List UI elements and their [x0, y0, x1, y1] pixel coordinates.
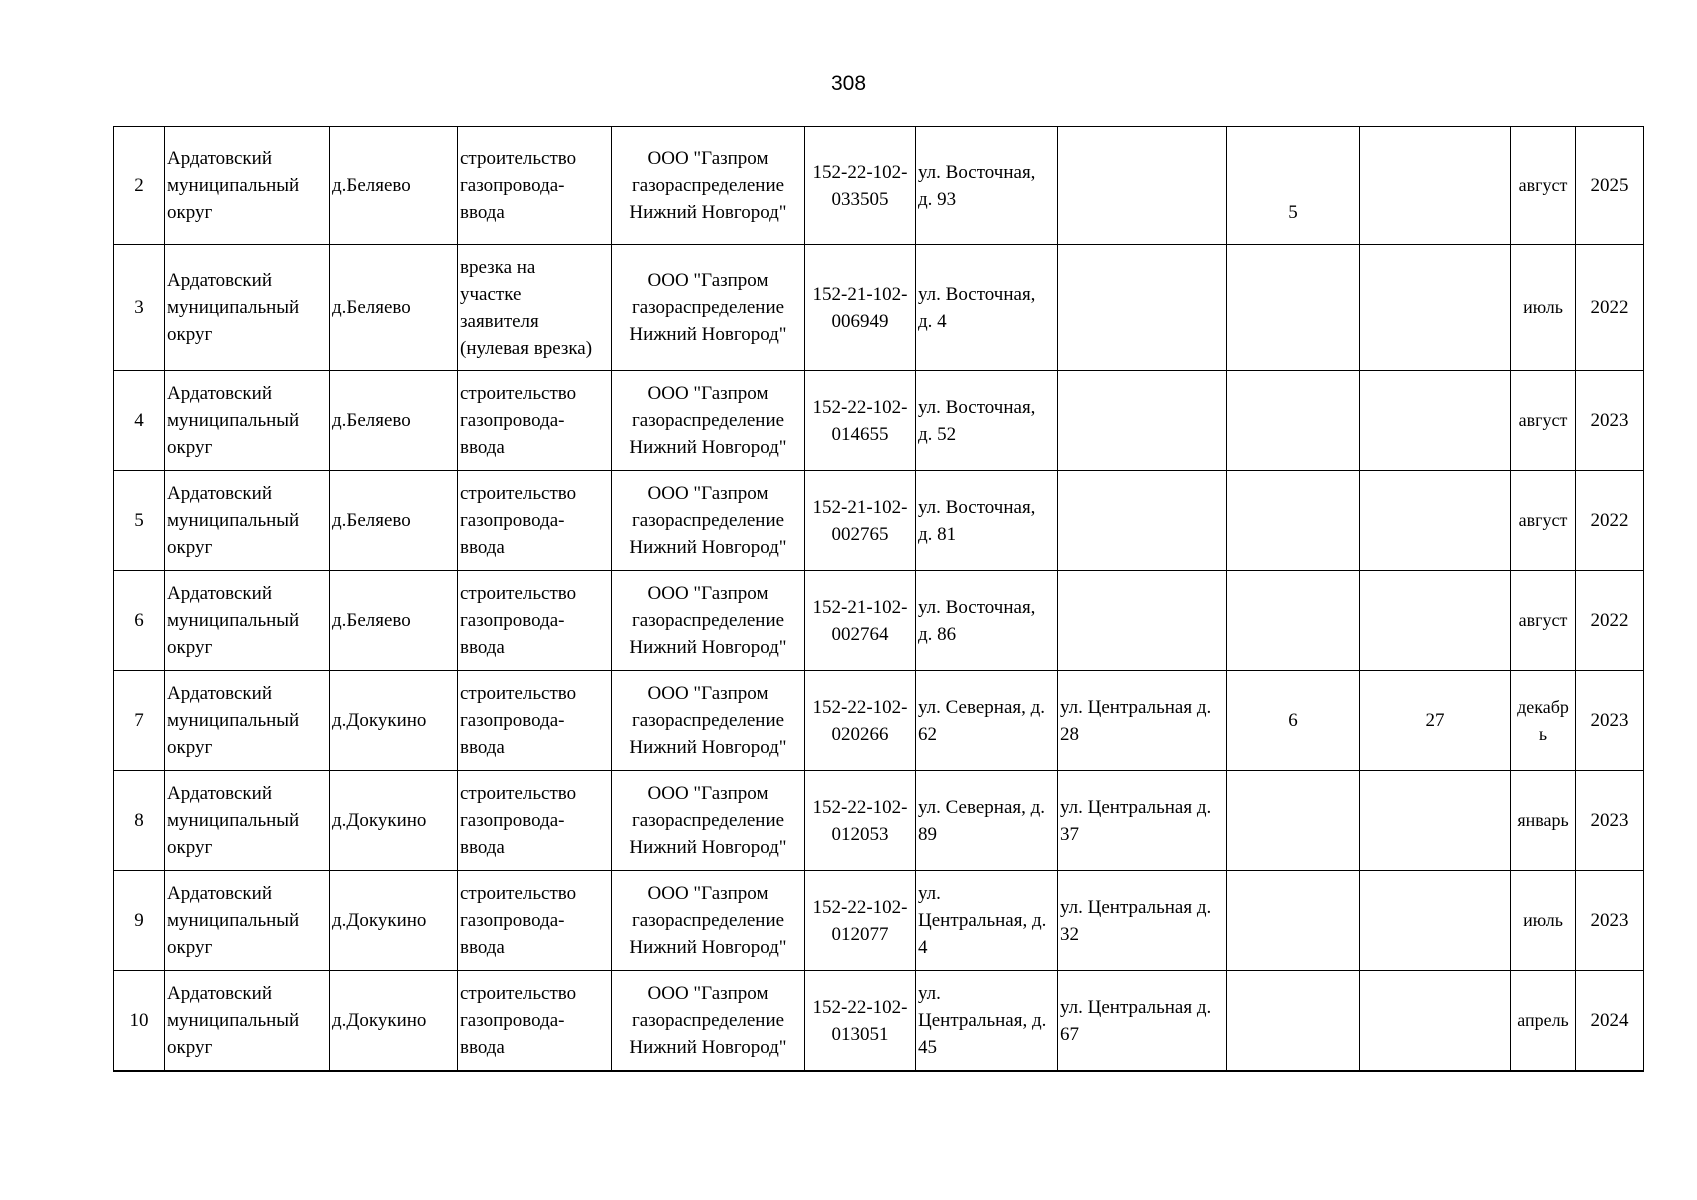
- address-cell: ул. Северная, д. 89: [916, 771, 1058, 871]
- row-number-cell: 3: [114, 245, 165, 371]
- value-2-cell: [1360, 771, 1511, 871]
- month-cell: июль: [1511, 871, 1576, 971]
- value-1-cell: [1227, 371, 1360, 471]
- month-cell: декабр ь: [1511, 671, 1576, 771]
- value-1-cell: [1227, 771, 1360, 871]
- year-cell: 2023: [1576, 371, 1644, 471]
- secondary-address-cell: ул. Центральная д. 67: [1058, 971, 1227, 1072]
- village-cell: д.Докукино: [330, 671, 458, 771]
- work-type-cell: врезка на участке заявителя (нулевая врезка): [458, 245, 612, 371]
- organization-cell: ООО "Газпром газораспределение Нижний Новгород": [612, 245, 805, 371]
- value-2-cell: [1360, 371, 1511, 471]
- gas-connections-table: [113, 126, 1644, 1072]
- month-cell: январь: [1511, 771, 1576, 871]
- work-type-cell: строительство газопровода- ввода: [458, 771, 612, 871]
- application-code-cell: 152-22-102- 014655: [805, 371, 916, 471]
- row-number-cell: 8: [114, 771, 165, 871]
- row-number-cell: 9: [114, 871, 165, 971]
- application-code-cell: 152-22-102- 013051: [805, 971, 916, 1072]
- village-cell: д.Докукино: [330, 871, 458, 971]
- secondary-address-cell: ул. Центральная д. 37: [1058, 771, 1227, 871]
- year-cell: 2023: [1576, 871, 1644, 971]
- work-type-cell: строительство газопровода- ввода: [458, 471, 612, 571]
- application-code-cell: 152-22-102- 033505: [805, 127, 916, 245]
- month-cell: август: [1511, 471, 1576, 571]
- month-cell: август: [1511, 127, 1576, 245]
- village-cell: д.Беляево: [330, 245, 458, 371]
- secondary-address-cell: ул. Центральная д. 32: [1058, 871, 1227, 971]
- secondary-address-cell: [1058, 245, 1227, 371]
- value-2-cell: [1360, 571, 1511, 671]
- value-2-cell: 27: [1360, 671, 1511, 771]
- table-row: [114, 371, 1644, 471]
- organization-cell: ООО "Газпром газораспределение Нижний Новгород": [612, 371, 805, 471]
- year-cell: 2023: [1576, 771, 1644, 871]
- address-cell: ул. Восточная, д. 52: [916, 371, 1058, 471]
- district-cell: Ардатовский муниципальный округ: [165, 671, 330, 771]
- table-row: [114, 671, 1644, 771]
- organization-cell: ООО "Газпром газораспределение Нижний Новгород": [612, 971, 805, 1072]
- year-cell: 2025: [1576, 127, 1644, 245]
- application-code-cell: 152-22-102- 020266: [805, 671, 916, 771]
- village-cell: д.Докукино: [330, 771, 458, 871]
- address-cell: ул. Восточная, д. 81: [916, 471, 1058, 571]
- work-type-cell: строительство газопровода- ввода: [458, 127, 612, 245]
- organization-cell: ООО "Газпром газораспределение Нижний Новгород": [612, 871, 805, 971]
- village-cell: д.Беляево: [330, 571, 458, 671]
- address-cell: ул. Восточная, д. 86: [916, 571, 1058, 671]
- address-cell: ул. Северная, д. 62: [916, 671, 1058, 771]
- row-number-cell: 7: [114, 671, 165, 771]
- year-cell: 2022: [1576, 245, 1644, 371]
- village-cell: д.Докукино: [330, 971, 458, 1072]
- value-2-cell: [1360, 471, 1511, 571]
- month-cell: июль: [1511, 245, 1576, 371]
- table-row: [114, 127, 1644, 245]
- district-cell: Ардатовский муниципальный округ: [165, 371, 330, 471]
- value-2-cell: [1360, 971, 1511, 1072]
- row-number-cell: 5: [114, 471, 165, 571]
- table-row: [114, 471, 1644, 571]
- page-number: 308: [830, 72, 867, 95]
- value-2-cell: [1360, 871, 1511, 971]
- district-cell: Ардатовский муниципальный округ: [165, 871, 330, 971]
- application-code-cell: 152-21-102- 002765: [805, 471, 916, 571]
- table-row: [114, 571, 1644, 671]
- work-type-cell: строительство газопровода- ввода: [458, 571, 612, 671]
- row-number-cell: 10: [114, 971, 165, 1072]
- row-number-cell: 4: [114, 371, 165, 471]
- year-cell: 2023: [1576, 671, 1644, 771]
- organization-cell: ООО "Газпром газораспределение Нижний Новгород": [612, 571, 805, 671]
- address-cell: ул. Восточная, д. 4: [916, 245, 1058, 371]
- organization-cell: ООО "Газпром газораспределение Нижний Новгород": [612, 471, 805, 571]
- district-cell: Ардатовский муниципальный округ: [165, 471, 330, 571]
- row-number-cell: 6: [114, 571, 165, 671]
- application-code-cell: 152-22-102- 012077: [805, 871, 916, 971]
- value-1-cell: 5: [1227, 127, 1360, 245]
- village-cell: д.Беляево: [330, 371, 458, 471]
- table-row: [114, 771, 1644, 871]
- district-cell: Ардатовский муниципальный округ: [165, 571, 330, 671]
- district-cell: Ардатовский муниципальный округ: [165, 971, 330, 1072]
- year-cell: 2022: [1576, 471, 1644, 571]
- value-1-cell: [1227, 245, 1360, 371]
- work-type-cell: строительство газопровода- ввода: [458, 371, 612, 471]
- village-cell: д.Беляево: [330, 471, 458, 571]
- application-code-cell: 152-21-102- 006949: [805, 245, 916, 371]
- value-1-cell: 6: [1227, 671, 1360, 771]
- value-1-cell: [1227, 571, 1360, 671]
- secondary-address-cell: [1058, 127, 1227, 245]
- organization-cell: ООО "Газпром газораспределение Нижний Новгород": [612, 771, 805, 871]
- district-cell: Ардатовский муниципальный округ: [165, 127, 330, 245]
- table-row: [114, 871, 1644, 971]
- secondary-address-cell: ул. Центральная д. 28: [1058, 671, 1227, 771]
- month-cell: август: [1511, 571, 1576, 671]
- organization-cell: ООО "Газпром газораспределение Нижний Новгород": [612, 127, 805, 245]
- month-cell: август: [1511, 371, 1576, 471]
- month-cell: апрель: [1511, 971, 1576, 1072]
- year-cell: 2024: [1576, 971, 1644, 1072]
- work-type-cell: строительство газопровода- ввода: [458, 871, 612, 971]
- value-2-cell: [1360, 245, 1511, 371]
- application-code-cell: 152-21-102- 002764: [805, 571, 916, 671]
- secondary-address-cell: [1058, 471, 1227, 571]
- work-type-cell: строительство газопровода- ввода: [458, 671, 612, 771]
- district-cell: Ардатовский муниципальный округ: [165, 771, 330, 871]
- work-type-cell: строительство газопровода- ввода: [458, 971, 612, 1072]
- value-1-cell: [1227, 971, 1360, 1072]
- value-1-cell: [1227, 471, 1360, 571]
- secondary-address-cell: [1058, 371, 1227, 471]
- table-row: [114, 245, 1644, 371]
- address-cell: ул. Центральная, д. 4: [916, 871, 1058, 971]
- secondary-address-cell: [1058, 571, 1227, 671]
- value-2-cell: [1360, 127, 1511, 245]
- application-code-cell: 152-22-102- 012053: [805, 771, 916, 871]
- organization-cell: ООО "Газпром газораспределение Нижний Новгород": [612, 671, 805, 771]
- district-cell: Ардатовский муниципальный округ: [165, 245, 330, 371]
- address-cell: ул. Восточная, д. 93: [916, 127, 1058, 245]
- row-number-cell: 2: [114, 127, 165, 245]
- table-row: [114, 971, 1644, 1072]
- year-cell: 2022: [1576, 571, 1644, 671]
- village-cell: д.Беляево: [330, 127, 458, 245]
- value-1-cell: [1227, 871, 1360, 971]
- address-cell: ул. Центральная, д. 45: [916, 971, 1058, 1072]
